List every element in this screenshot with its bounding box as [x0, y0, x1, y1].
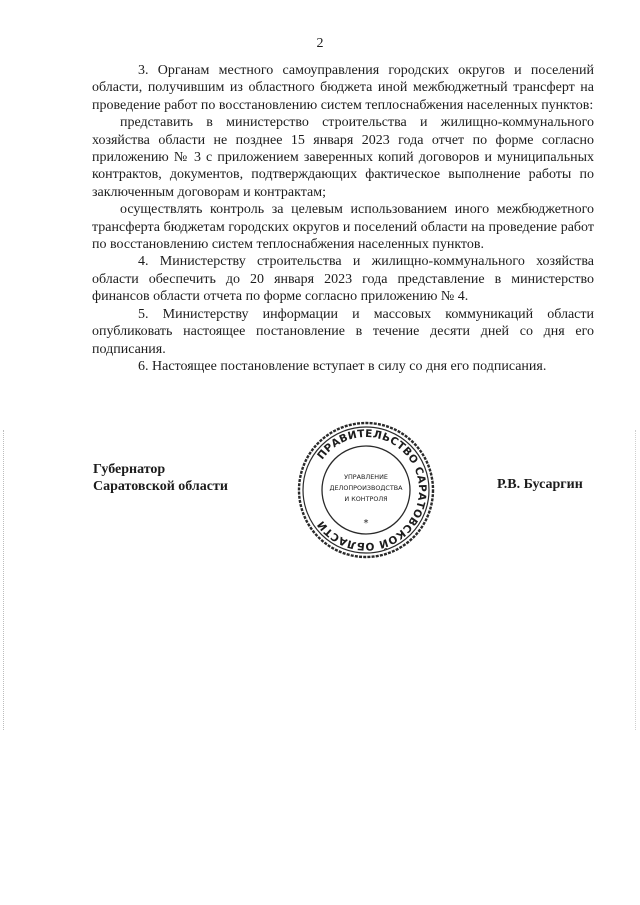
- paragraph-4: 4. Министерству строительства и жилищно-коммунального хозяйства области обеспечить до 20 января 2023 года представление в министерство финансов области отчета по форме согласно приложению № 4.: [92, 254, 594, 305]
- official-seal: [296, 420, 436, 560]
- document-body: [92, 62, 594, 375]
- seal-inner-line2: ДЕЛОПРОИЗВОДСТВА: [329, 484, 403, 492]
- seal-inner-line3: И КОНТРОЛЯ: [344, 495, 388, 503]
- seal-outer-text: ПРАВИТЕЛЬСТВО САРАТОВСКОЙ ОБЛАСТИ: [315, 427, 429, 553]
- paragraph-3-subitem-report: представить в министерство строительства и жилищно-коммунального хозяйства области не позднее 15 января 2023 года отчет по форме согласно приложению № 3 с приложением заверенных копий договоров и муниципальных контрактов, документов, подтверждающих фактическое выполнение работы по заключенным договорам и контрактам;: [92, 115, 594, 200]
- paragraph-5: 5. Министерству информации и массовых коммуникаций области опубликовать настоящее постановление в течение десяти дней со дня его подписания.: [92, 306, 594, 357]
- signature-name: Р.В. Бусаргин: [497, 477, 583, 492]
- paragraph-6: 6. Настоящее постановление вступает в силу со дня его подписания.: [138, 358, 547, 374]
- scan-edge-marks-right: [633, 430, 636, 730]
- paragraph-3: 3. Органам местного самоуправления городских округов и поселений области, получившим из областного бюджета иной межбюджетный трансферт на проведение работ по восстановлению систем теплоснабжения населенных пунктов:: [92, 63, 594, 113]
- paragraph-3-subitem-control: осуществлять контроль за целевым использованием иного межбюджетного трансферта бюджетам городских округов и поселений области на проведение работ по восстановлению систем теплоснабжения населенных пунктов.: [92, 202, 594, 253]
- scan-edge-marks-left: [3, 430, 6, 730]
- seal-stamp-graphic: [296, 420, 436, 560]
- seal-inner-line1: УПРАВЛЕНИЕ: [344, 473, 388, 481]
- signature-position: [93, 461, 228, 495]
- seal-star: *: [363, 518, 369, 529]
- signature-position-line1: Губернатор: [93, 462, 166, 477]
- page-number: 2: [316, 36, 324, 51]
- signature-position-line2: Саратовской области: [93, 479, 228, 494]
